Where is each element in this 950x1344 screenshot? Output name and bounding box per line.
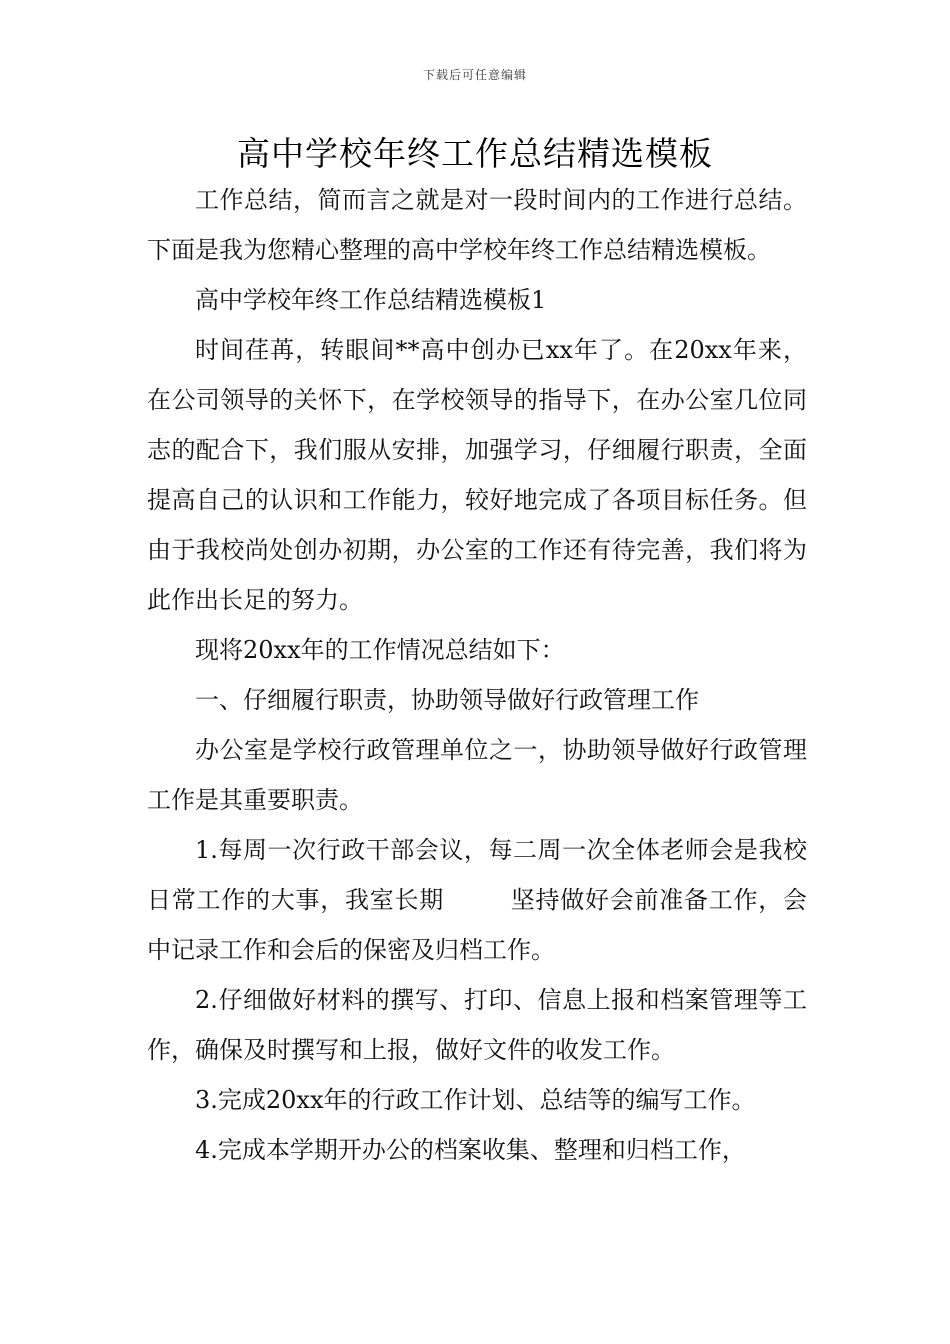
header-note: 下载后可任意编辑 xyxy=(422,68,527,82)
section-heading: 高中学校年终工作总结精选模板1 xyxy=(195,286,547,314)
list-item xyxy=(147,825,807,975)
subsection-heading: 一、仔细履行职责，协助领导做好行政管理工作 xyxy=(195,686,699,714)
list-item: 2.仔细做好材料的撰写、打印、信息上报和档案管理等工作，确保及时撰写和上报，做好文件的收发工作。 xyxy=(147,986,807,1064)
document-body xyxy=(147,175,807,1175)
body-paragraph: 办公室是学校行政管理单位之一，协助领导做好行政管理工作是其重要职责。 xyxy=(147,736,807,814)
list-item: 4.完成本学期开办公的档案收集、整理和归档工作， xyxy=(195,1136,746,1164)
body-paragraph: 现将20xx年的工作情况总结如下： xyxy=(195,636,565,664)
document-title: 高中学校年终工作总结精选模板 xyxy=(237,134,713,173)
list-item-part: 1.每周一次行政干部会议，每二周一次全体老师会是我校日常工作的大事，我室长期 xyxy=(147,836,807,914)
list-item: 3.完成20xx年的行政工作计划、总结等的编写工作。 xyxy=(195,1086,756,1114)
body-paragraph: 时间荏苒，转眼间**高中创办已xx年了。在20xx年来，在公司领导的关怀下，在学校领导的指导下，在办公室几位同志的配合下，我们服从安排，加强学习，仔细履行职责，全面提高自己的认识和工作能力，较好地完成了各项目标任务。但由于我校尚处创办初期，办公室的工作还有待完善，我们将为此作出长足的努力。 xyxy=(147,336,807,614)
list-item-part: 坚持做好会前准备工作，会中记录工作和会后的保密及归档工作。 xyxy=(147,886,807,964)
intro-paragraph: 工作总结，简而言之就是对一段时间内的工作进行总结。下面是我为您精心整理的高中学校年终工作总结精选模板。 xyxy=(147,186,807,264)
